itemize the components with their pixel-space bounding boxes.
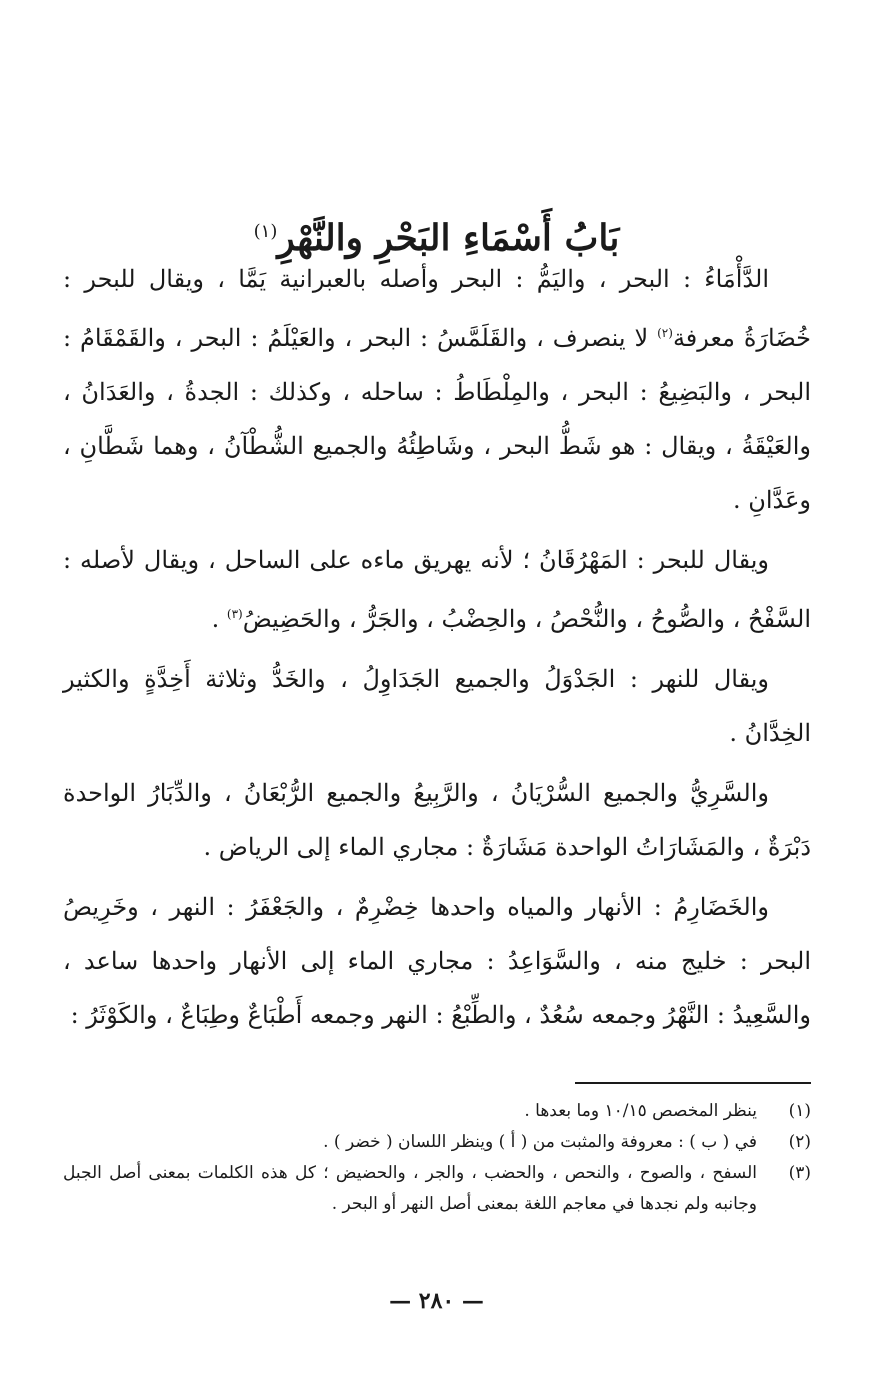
paragraph-text: والسَّرِيُّ والجميع السُّرْيَانُ ، والرَّبِيعُ والجميع الرُّبْعَانُ ، والدِّبَارُ الواحدة دَبْرَةٌ ، والمَشَارَاتُ الواحدة مَشَارَةٌ : مجاري الماء إلى الرياض . [63, 779, 811, 861]
chapter-title-text: بَابُ أَسْمَاءِ البَحْرِ والنَّهْرِ [277, 217, 620, 260]
footnote-item [63, 1096, 811, 1127]
paragraph-text: الدَّأْمَاءُ : البحر ، واليَمُّ : البحر وأصله بالعبرانية يَمَّا ، ويقال للبحر : خُضَارَةُ معرفة [63, 265, 811, 352]
page-number: — ٢٨٠ — [389, 1288, 484, 1314]
footnote-number: (٣) [788, 1163, 811, 1183]
footnote-text: ينظر المخصص ١٠/١٥ وما بعدها . [524, 1101, 757, 1121]
paragraph [63, 880, 811, 1042]
footnote-number: (٢) [788, 1132, 811, 1152]
footnote-text: في ( ب ) : معروفة والمثبت من ( أ ) وينظر اللسان ( خضر ) . [323, 1132, 757, 1152]
main-body-text [63, 252, 811, 1048]
paragraph-text: ويقال للنهر : الجَدْوَلُ والجميع الجَدَاوِلُ ، والخَدُّ وثلاثة أَخِدَّةٍ والكثير الخِدَّانُ . [63, 665, 811, 747]
footnote-marker: (٢) [657, 326, 673, 340]
paragraph [63, 652, 811, 760]
paragraph [63, 766, 811, 874]
footnote-text: السفح ، والصوح ، والنحص ، والحضب ، والجر ، والحضيض ؛ كل هذه الكلمات بمعنى أصل الجبل وجانبه ولم نجدها في معاجم اللغة بمعنى أصل النهر أو البحر . [63, 1163, 757, 1214]
footnote-number: (١) [788, 1101, 811, 1121]
paragraph [63, 252, 811, 527]
footnote-divider [575, 1082, 811, 1084]
footnote-item [63, 1127, 811, 1158]
footnote-marker: (٣) [226, 607, 243, 621]
paragraph-text: ويقال للبحر : المَهْرُقَانُ ؛ لأنه يهريق ماءه على الساحل ، ويقال لأصله : السَّفْحُ ، والصُّوحُ ، والنُّحْصُ ، والحِضْبُ ، والجَرُّ ، والحَضِيضُ [63, 546, 811, 633]
footnote-item [63, 1158, 811, 1220]
title-footnote-marker: (١) [253, 221, 278, 243]
paragraph-text-continued: . [211, 605, 227, 633]
paragraph [63, 533, 811, 646]
paragraph-text: والخَضَارِمُ : الأنهار والمياه واحدها خِضْرِمٌ ، والجَعْفَرُ : النهر ، وخَرِيصُ البحر : خليج منه ، والسَّوَاعِدُ : مجاري الماء إلى الأنهار واحدها ساعد ، والسَّعِيدُ : النَّهْرُ وجمعه سُعُدٌ ، والطِّبْعُ : النهر وجمعه أَطْبَاعٌ وطِبَاعٌ ، والكَوْثَرُ : [63, 893, 811, 1029]
paragraph-text-continued: لا ينصرف ، والقَلَمَّسُ : البحر ، والعَيْلَمُ : البحر ، والقَمْقَامُ : البحر ، والبَضِيعُ : البحر ، والمِلْطَاطُ : ساحله ، وكذلك : الجدةُ ، والعَدَانُ ، والعَيْقَةُ ، ويقال : هو شَطُّ البحر ، وشَاطِئُهُ والجميع الشُّطْآنُ ، وهما شَطَّانِ ، وعَدَّانِ . [63, 324, 811, 514]
footnotes-section [63, 1096, 811, 1220]
